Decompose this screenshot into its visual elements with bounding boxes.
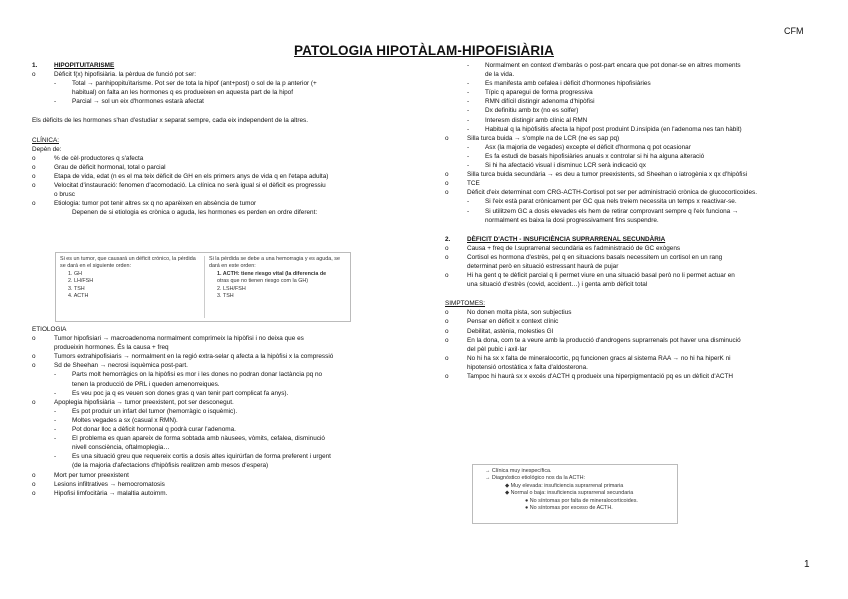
- list-item: - Parcial → sol un eix d'hormones estarà afectat: [54, 98, 204, 106]
- list-item: - Pot donar lloc a dèficit hormonal q podrà curar l'adenoma.: [54, 426, 236, 434]
- list-item: - Es manifesta amb cefalea i dèficit d'hormones hipofisiàries: [467, 80, 651, 88]
- section-heading-hipopituitarisme: 1. HIPOPITUITARISME: [32, 62, 115, 69]
- list-item: 2. LH/FSH: [68, 278, 94, 285]
- list-item: - Moltes vegades a sx (casual x RMN).: [54, 416, 178, 424]
- list-item: - Es fa estudi de basals hipofisiàries anuals x controlar si hi ha alguna alteració: [467, 152, 705, 160]
- page-number: 1: [804, 559, 810, 570]
- list-item: o TCE: [445, 180, 480, 188]
- list-item: 1. ACTH: tiene riesgo vital (la diferencia de: [217, 270, 327, 277]
- left-column: [32, 61, 412, 217]
- list-item: o Cortisol es hormona d'estrès, pel q en situacions basals necessitem un cortisol en un rang: [445, 253, 723, 261]
- list-item: - Es una situació greu que requereix cortis a dosis altes iquirúrfan de forma preferent i urgent: [54, 453, 331, 461]
- section-heading-simptomes: SIMPTOMES:: [445, 300, 486, 308]
- list-item: ● No síntomas por exceso de ACTH.: [525, 505, 613, 512]
- list-item: 3. TSH: [217, 293, 234, 300]
- list-item: o Debilitat, astènia, molesties GI: [445, 327, 554, 335]
- list-item: - Si l'eix està parat crònicament per GC qua nels treiem necessita un temps x reactivar-se.: [467, 198, 737, 206]
- list-item: nivell consciència, oftalmoplegia…: [72, 444, 170, 452]
- list-item: o Tampoc hi haurà sx x excés d'ACTH q produeix una hiperpigmentació pq es un dèficit d'ACTH: [445, 373, 734, 380]
- list-item: una situació d'estrès (covid, accident…) i genta amb dèficit total: [467, 281, 648, 289]
- paragraph: Els dèficits de les hormones s'han d'estudiar x separat sempre, cada eix independent de la altres.: [32, 117, 308, 125]
- list-item: de la vida.: [485, 71, 515, 79]
- acute-column: [204, 256, 349, 318]
- chronic-column: [60, 256, 200, 300]
- paragraph: Depenen de si etiologia es crònica o aguda, les hormones es perden en ordre diferent:: [72, 209, 318, 217]
- list-item: - Si utilitzem GC a dosis elevades els hem de retirar comprovant sempre q l'eix funciona →: [467, 207, 739, 215]
- list-item: habitual) on falta an les hormones q es produeixen en aquesta part de la hipof: [72, 89, 293, 97]
- header-initials: CFM: [784, 26, 804, 36]
- list-item: - Normalment en context d'embaràs o post-part encara que pot donar-se en altres moments: [467, 62, 741, 69]
- list-item: o No donen molta pista, son subjectius: [445, 309, 572, 317]
- list-item: o Apoplegia hipofisiària → tumor preexistent, pot ser desconegut.: [32, 398, 234, 406]
- acth-diagnosis-figure: [472, 464, 678, 524]
- list-item: (de la majoria d'afectacions d'hipòfisis realitzen amb mesos d'espera): [72, 462, 269, 470]
- list-item: o Causa + freq de I.suprarrenal secundària es l'administració de GC exògens: [445, 244, 681, 252]
- list-item: ◆ Muy elevada: insuficiencia suprarrenal primaria: [505, 482, 624, 489]
- list-item: otras que no tienen riesgo com la GH): [217, 278, 309, 285]
- list-item: o Pensar en dèficit x context clínic: [445, 318, 559, 326]
- list-item: produeixin hormones. És la causa + freq: [54, 344, 169, 352]
- list-item: o En la dona, com te a veure amb la producció d'androgens suprarrenals pot haver una disminució: [445, 336, 741, 344]
- list-item: 2. LSH/FSH: [217, 285, 246, 292]
- list-item: 1. GH: [68, 270, 83, 277]
- list-item: o Sd de Sheehan → necrosi isquèmica post-part.: [32, 362, 188, 370]
- list-item: ◆ Normal o baja: insuficiencia suprarrenal secundaria: [505, 490, 634, 497]
- list-item: 3. TSH: [68, 285, 85, 292]
- list-item: o % de cèl·productores q s'afecta: [32, 154, 144, 162]
- list-item: o Hipofisi limfocitària → malaltia autoimm.: [32, 489, 168, 497]
- list-item: o Velocitat d'instauració: fenomen d'acomodació. La clínica no serà igual si el dèficit es progressiu: [32, 182, 326, 190]
- list-item: del pèl pubic i axil·lar: [467, 345, 527, 353]
- paragraph: Depèn de:: [32, 145, 62, 153]
- list-item: - Es veu poc ja q es veuen son dones gras q van tenir part complicat fa anys).: [54, 389, 289, 397]
- list-item: o Tumors extrahipofisiaris → normalment en la regió extra-selar q afecta a la hipòfisi x la compressió: [32, 353, 334, 361]
- list-item: o Hi ha gent q te dèficit parcial q li permet viure en una situació basal però no li permet actuar en: [445, 272, 735, 280]
- list-item: o Silla turca buida secundària → es deu a tumor preexistents, sd Sheehan o iatrogènia x qx d'hipòfisi: [445, 171, 748, 179]
- list-item: o Etiologia: tumor pot tenir altres sx q no aparèixen en absència de tumor: [32, 200, 257, 208]
- list-item: - Es pot produir un infart del tumor (hemorràgic o isquèmic).: [54, 407, 238, 415]
- list-item: o No hi ha sx x falta de mineralocortic, pq funcionen gracs al sistema RAA → no hi ha hiperK ni: [445, 354, 731, 362]
- list-item: o Dèficit d'eix determinat com CRG-ACTH-Cortisol pot ser per administració crònica de glucocorticoides.: [445, 189, 757, 197]
- list-item: o brusc: [54, 191, 75, 199]
- list-item: o Tumor hipofisiari → macroadenoma normalment comprimeix la hipòfisi i no deixa que es: [32, 335, 304, 343]
- list-item: - Parts molt hemorràgics on la hipòfisi es mor i les dones no podran donar lactància pq no: [54, 371, 323, 379]
- list-item: - RMN difícil distingir adenoma d'hipòfisi: [467, 98, 595, 106]
- list-item: - Típic q aparegui de forma progressiva: [467, 89, 593, 97]
- order-loss-figure: [55, 252, 351, 322]
- list-item: - Si hi ha afectació visual i disminuc LCR serà indicació qx: [467, 162, 646, 170]
- list-item: tenen la producció de PRL i queden amenorreiques.: [72, 380, 220, 388]
- list-item: - El problema es quan apareix de forma sobtada amb nàusees, vòmits, cefalea, disminució: [54, 435, 325, 443]
- list-item: o Etapa de vida, edat (n es el ma teix dèficit de GH en els primers anys de vida q en l'etapa adulta): [32, 172, 329, 180]
- chronic-intro: Si es un tumor, que causará un déficit crónico, la pérdida se dará en el siguiente orden:: [60, 256, 196, 270]
- list-item: normalment es baixa la dosi progressivament fins suspendre.: [485, 216, 659, 224]
- list-item: - Asx (la majoria de vegades) excepte el dèficit d'hormona q pot ocasionar: [467, 143, 691, 151]
- list-item: o Mort per tumor preexistent: [32, 471, 129, 479]
- list-item: - Total → panhipopituïtarisme. Pot ser de tota la hipof (ant+post) o sol de la p anterior (+: [54, 80, 317, 88]
- list-item: ● No síntomas por falta de mineralocorticoides.: [525, 497, 638, 504]
- list-item: hipotensió ortostàtica x falta d'aldosterona.: [467, 363, 588, 371]
- section-heading-etiologia: ETIOLOGIA: [32, 326, 67, 333]
- list-item: - Habitual q la hipòfisitis afecta la hipof post produint D.insípida (en l'adenoma nes tan hàbit): [467, 125, 742, 133]
- etiologia-section: [32, 325, 412, 498]
- list-item: o Silla turca buida → s'omple na de LCR (ne es sap pq): [445, 134, 620, 142]
- section-heading-deficit-acth: 2. DÈFICIT D'ACTH - INSUFICIÈNCIA SUPRARRENAL SECUNDÀRIA: [445, 235, 666, 243]
- right-column: [445, 61, 815, 381]
- list-item: → Diagnóstico etiológico nos da la ACTH:: [485, 475, 586, 482]
- list-item: 4. ACTH: [68, 293, 89, 300]
- list-item: - Dx definitiu amb bx (no es solfer): [467, 107, 579, 115]
- list-item: → Clínica muy inespecífica.: [485, 468, 552, 474]
- page-title: PATOLOGIA HIPOTÀLAM-HIPOFISIÀRIA: [294, 43, 554, 58]
- section-heading-clinica: CLÍNICA:: [32, 136, 59, 144]
- list-item: o Dèficit f(x) hipofisiària. la pèrdua de funció pot ser:: [32, 71, 197, 79]
- list-item: o Grau de dèficit hormonal, total o parcial: [32, 163, 166, 171]
- list-item: determinat però en situació estressant haurà de pujar: [467, 262, 619, 270]
- list-item: - Interesm distingir amb clínic al RMN: [467, 116, 588, 124]
- acute-intro: Si la pérdida se debe a una hemorragia y es aguda, se dará en este orden:: [209, 256, 340, 270]
- list-item: o Lesions infiltratives → hemocromatosis: [32, 480, 165, 488]
